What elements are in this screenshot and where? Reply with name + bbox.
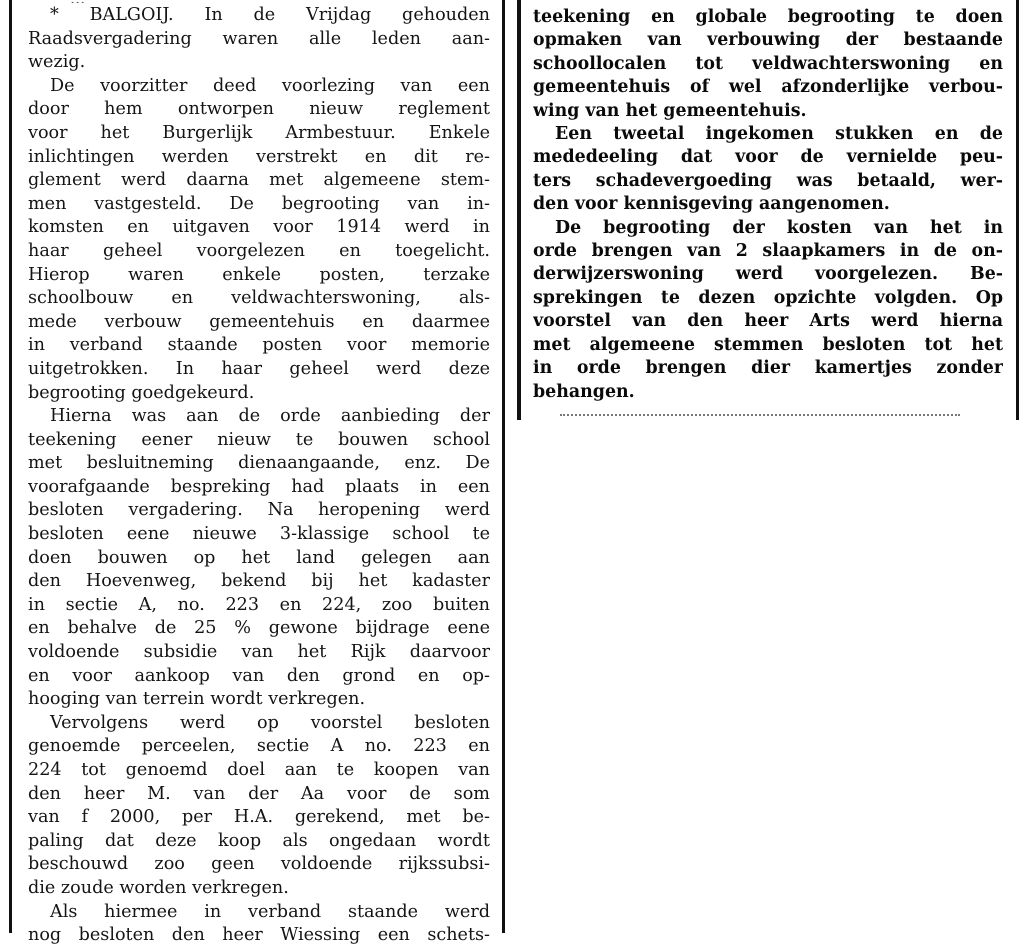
text-line: behangen. (533, 381, 635, 402)
text-line: besloten vergadering. Na heropening werd (28, 500, 490, 521)
text-line: voorstel van den heer Arts werd hierna (533, 311, 1003, 332)
text-line: die zoude worden verkregen. (28, 877, 289, 898)
text-line: voorafgaande bespreking had plaats in een (28, 476, 490, 497)
text-line: opmaken van verbouwing der bestaande (533, 30, 1003, 51)
text-line: beschouwd zoo geen voldoende rijkssubsi- (28, 854, 490, 875)
article-column-left (28, 4, 490, 948)
text-line: in orde brengen dier kamertjes zonder (533, 358, 1003, 379)
text-line: mede verbouw gemeentehuis en daarmee (28, 311, 490, 332)
text-line: glement werd daarna met algemeene stem- (28, 170, 490, 191)
text-line: komsten en uitgaven voor 1914 werd in (28, 217, 490, 238)
text-line: voldoende subsidie van het Rijk daarvoor (28, 642, 490, 663)
text-line: De voorzitter deed voorlezing van een (50, 75, 490, 96)
text-line: en behalve de 25 % gewone bijdrage eene (28, 618, 490, 639)
text-line: voor het Burgerlijk Armbestuur. Enkele (28, 122, 490, 143)
text-line: en voor aankoop van den grond en op- (28, 665, 490, 686)
text-line: teekening en globale begrooting te doen (533, 7, 1003, 27)
text-line: Vervolgens werd op voorstel besloten (50, 712, 490, 733)
text-line: Raadsvergadering waren alle leden aan- (28, 28, 490, 49)
text-line: haar geheel voorgelezen en toegelicht. (28, 240, 490, 261)
text-line: genoemde perceelen, sectie A no. 223 en (28, 736, 490, 757)
text-line: besloten eene nieuwe 3-klassige school te (28, 524, 490, 545)
text-line: doen bouwen op het land gelegen aan (28, 547, 490, 568)
article-column-right (533, 6, 1003, 404)
text-line: Hierna was aan de orde aanbieding der (50, 406, 490, 427)
text-line: den voor kennisgeving aangenomen. (533, 194, 890, 215)
cut-off-text-bottom (560, 414, 960, 424)
text-line: van f 2000, per H.A. gerekend, met be- (28, 807, 490, 828)
text-line: schoollocalen tot veldwachterswoning en (533, 53, 1003, 74)
text-line: sprekingen te dezen opzichte volgden. Op (533, 287, 1003, 308)
text-line: paling dat deze koop als ongedaan wordt (28, 830, 490, 851)
text-line: met besluitneming dienaangaande, enz. De (28, 453, 490, 474)
text-line: gemeentehuis of wel afzonderlijke verbou- (533, 77, 1003, 98)
column-rule-left (9, 0, 12, 933)
column-rule-right-inner (517, 0, 521, 420)
text-line: 224 tot genoemd doel aan te koopen van (28, 760, 490, 780)
text-line: schoolbouw en veldwachterswoning, als- (28, 288, 490, 309)
text-line: De begrooting der kosten van het in (555, 217, 1003, 238)
text-line: derwijzerswoning werd voorgelezen. Be- (533, 264, 1003, 285)
text-line: * BALGOIJ. In de Vrijdag gehouden (50, 5, 490, 25)
text-line: hooging van terrein wordt verkregen. (28, 689, 366, 710)
text-line: met algemeene stemmen besloten tot het (533, 334, 1003, 355)
text-line: uitgetrokken. In haar geheel werd deze (28, 358, 490, 379)
text-line: Een tweetal ingekomen stukken en de (555, 124, 1003, 145)
text-line: teekening eener nieuw te bouwen school (28, 429, 490, 450)
text-line: mededeeling dat voor de vernielde peu- (533, 147, 1003, 168)
column-rule-right-outer (1016, 0, 1019, 420)
text-line: Als hiermee in verband staande werd (50, 901, 490, 922)
text-line: nog besloten den heer Wiessing een schets- (28, 925, 490, 946)
text-line: men vastgesteld. De begrooting van in- (28, 193, 490, 214)
text-line: den Hoevenweg, bekend bij het kadaster (28, 571, 490, 592)
text-line: orde brengen van 2 slaapkamers in de on- (533, 241, 1003, 262)
text-line: Hierop waren enkele posten, terzake (28, 264, 490, 285)
text-line: in sectie A, no. 223 en 224, zoo buiten (28, 594, 490, 615)
text-line: wing van het gemeentehuis. (533, 100, 807, 121)
text-line: den heer M. van der Aa voor de som (28, 783, 490, 804)
text-line: in verband staande posten voor memorie (28, 335, 490, 356)
text-line: begrooting goedgekeurd. (28, 382, 255, 403)
cut-off-text-top (70, 0, 490, 3)
text-line: door hem ontworpen nieuw reglement (28, 99, 490, 120)
text-line: inlichtingen werden verstrekt en dit re- (28, 146, 490, 167)
text-line: ters schadevergoeding was betaald, wer- (533, 170, 1003, 191)
column-rule-middle (502, 0, 505, 933)
text-line: wezig. (28, 52, 86, 73)
